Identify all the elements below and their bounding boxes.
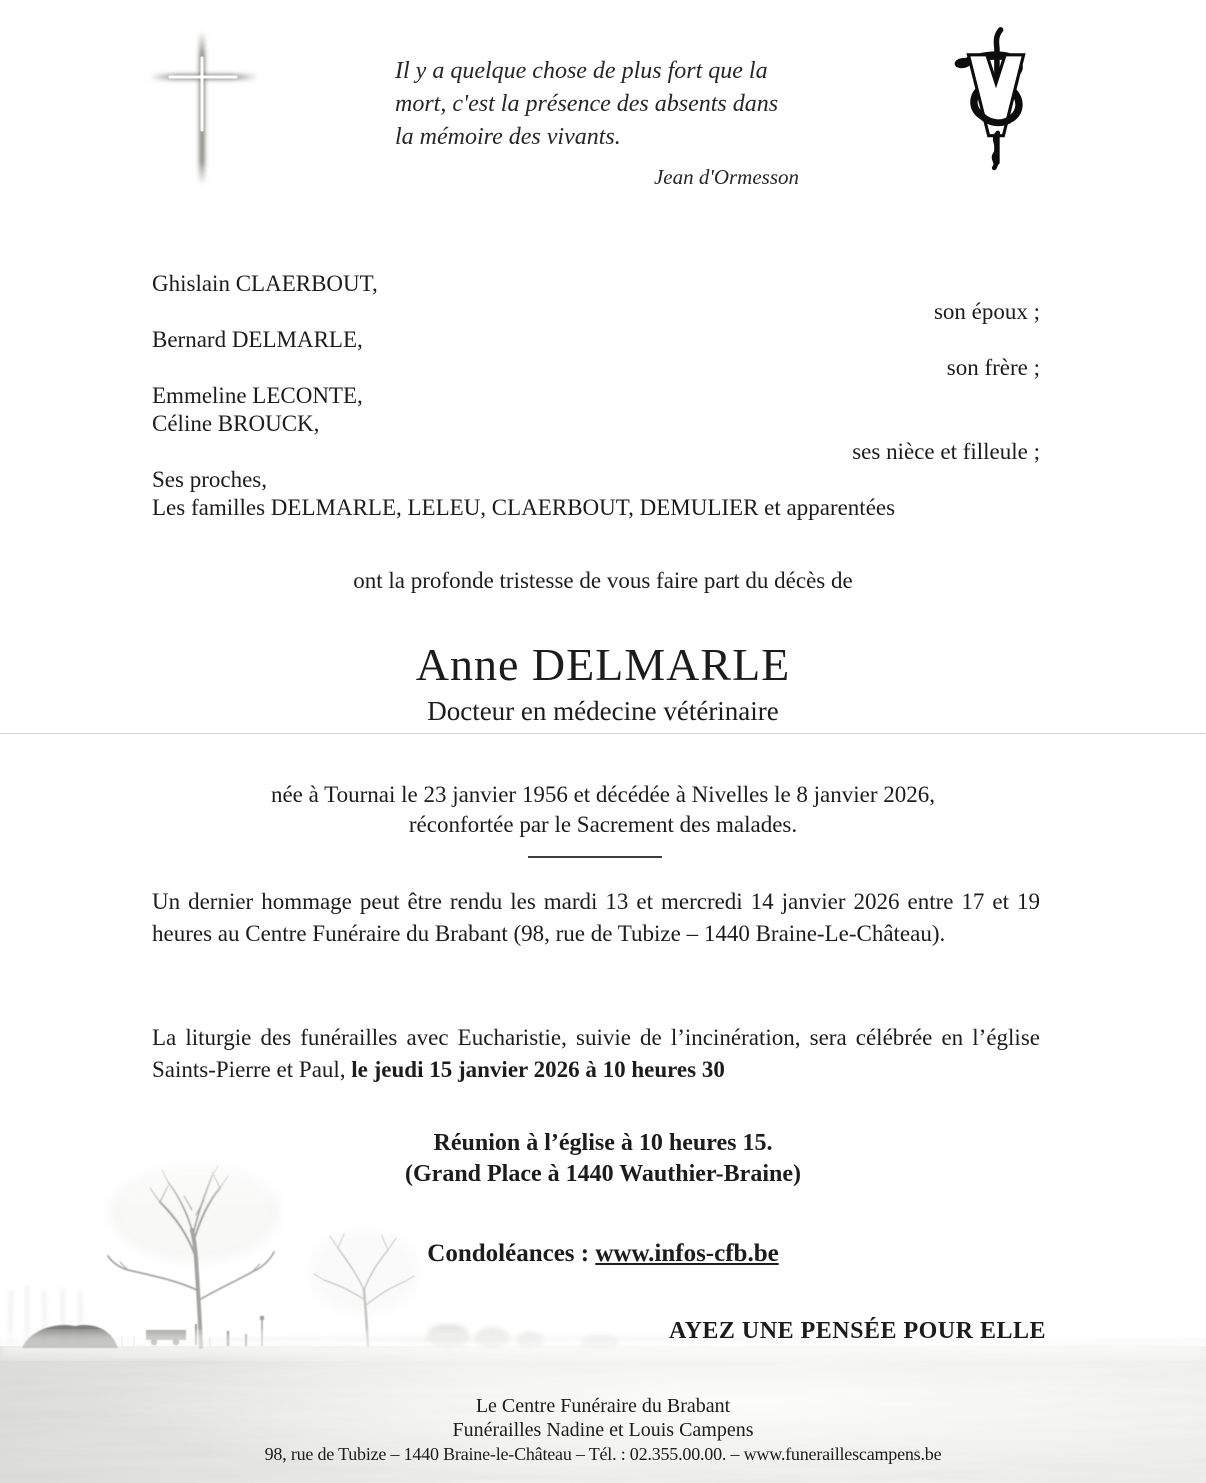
footer-owners: Funérailles Nadine et Louis Campens <box>452 1419 754 1441</box>
liturgy-paragraph <box>152 1022 1040 1086</box>
mourner-relation: son époux ; <box>933 299 1040 324</box>
veterinary-caduceus-icon <box>950 22 1042 174</box>
funeral-home-footer <box>7 1394 1199 1466</box>
condolences-label: Condoléances : <box>427 1240 596 1267</box>
meeting-place-line: (Grand Place à 1440 Wauthier-Braine) <box>405 1161 801 1187</box>
mourner-name: Emmeline LECONTE, <box>152 383 363 408</box>
condolences-line <box>7 1240 1199 1268</box>
meeting-time-line: Réunion à l’église à 10 heures 15. <box>433 1130 773 1156</box>
quote-attribution: Jean d'Ormesson <box>653 165 799 189</box>
deceased-title: Docteur en médecine vétérinaire <box>427 696 779 726</box>
quote-line-3: la mémoire des vivants. <box>395 124 621 150</box>
scan-crease-line <box>0 733 1206 734</box>
quote-line-1: Il y a quelque chose de plus fort que la <box>395 58 768 84</box>
footer-address-phone: 98, rue de Tubize – 1440 Braine-le-Château – Tél. : 02.355.00.00. – www.funeraillescampens.be <box>264 1444 942 1464</box>
closing-sentence: AYEZ UNE PENSÉE POUR ELLE <box>668 1318 1046 1344</box>
birth-death-block <box>7 780 1199 840</box>
mourner-relation: ses nièce et filleule ; <box>852 439 1040 464</box>
memorial-quote <box>395 55 805 190</box>
mourners-list <box>152 270 1040 522</box>
mourner-name: Ghislain CLAERBOUT, <box>152 271 378 296</box>
section-divider <box>528 856 662 858</box>
mourner-relation: son frère ; <box>946 355 1040 380</box>
deceased-name: Anne DELMARLE <box>415 639 791 690</box>
mourner-name: Bernard DELMARLE, <box>152 327 363 352</box>
church-meeting-block <box>7 1128 1199 1190</box>
announcement-intro: ont la profonde tristesse de vous faire part du décès de <box>353 568 853 593</box>
sacrament-line: réconfortée par le Sacrement des malades. <box>408 812 798 837</box>
mourner-name: Ses proches, <box>152 467 267 492</box>
footer-company-name: Le Centre Funéraire du Brabant <box>475 1395 731 1417</box>
cross-icon <box>148 18 258 188</box>
birth-death-line: née à Tournai le 23 janvier 1956 et décédée à Nivelles le 8 janvier 2026, <box>270 782 936 807</box>
viewing-paragraph: Un dernier hommage peut être rendu les mardi 13 et mercredi 14 janvier 2026 entre 17 et 19 heures au Centre Funéraire du Brabant (98, rue de Tubize – 1440 Braine-Le-Château). <box>152 889 1040 946</box>
liturgy-date-bold: le jeudi 15 janvier 2026 à 10 heures 30 <box>351 1057 725 1082</box>
condolences-url-link[interactable]: www.infos-cfb.be <box>595 1240 779 1267</box>
mourner-families: Les familles DELMARLE, LELEU, CLAERBOUT, DEMULIER et apparentées <box>152 495 896 520</box>
liturgy-text: La liturgie des funérailles avec Eucharistie, suivie de l’incinération, sera célébrée en l’église Saints-Pierre et Paul, <box>152 1025 1040 1082</box>
mourner-name: Céline BROUCK, <box>152 411 320 436</box>
quote-line-2: mort, c'est la présence des absents dans <box>395 91 779 117</box>
